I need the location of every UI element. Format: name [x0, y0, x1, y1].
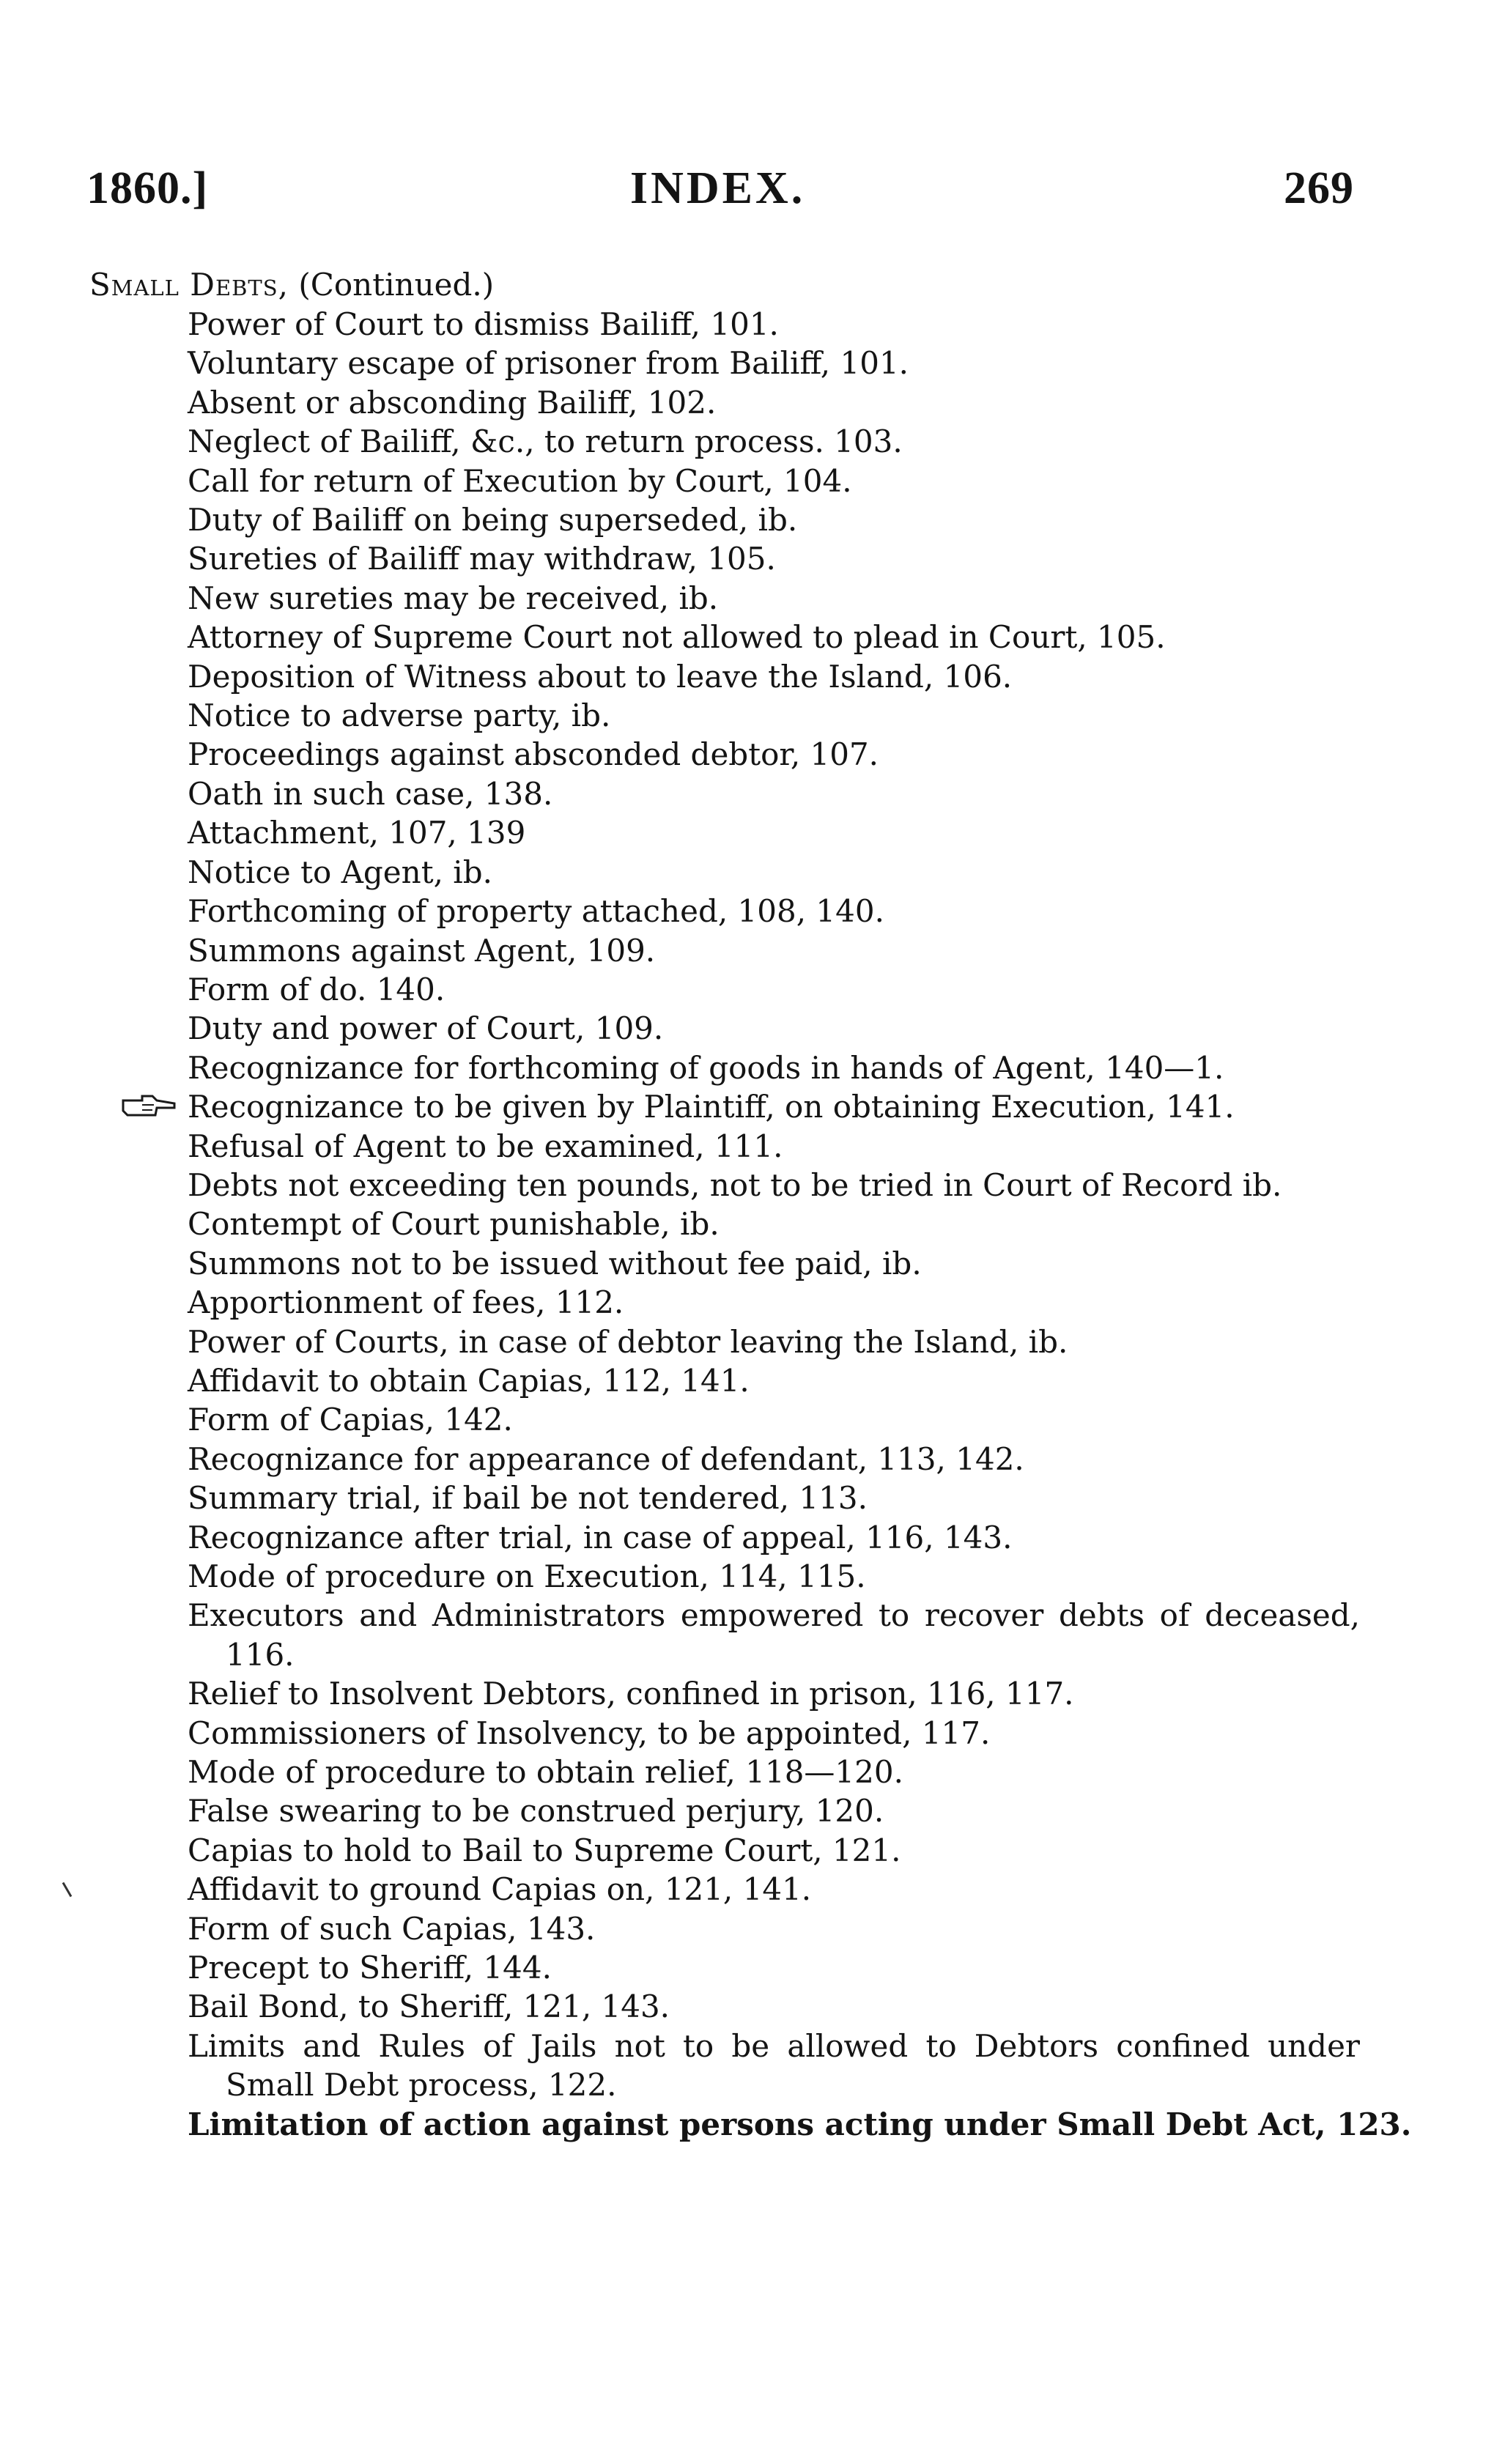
index-entry: Summary trial, if bail be not tendered, 113.: [188, 1480, 868, 1517]
index-entry: Recognizance for forthcoming of goods in hands of Agent, 140—1.: [188, 1049, 1224, 1086]
index-entry: Recognizance for appearance of defendant, 113, 142.: [188, 1440, 1024, 1477]
index-entry: Duty and power of Court, 109.: [188, 1010, 664, 1047]
index-entry: Summons not to be issued without fee paid, ib.: [188, 1245, 922, 1281]
index-entry: Voluntary escape of prisoner from Bailiff, 101.: [188, 345, 909, 382]
index-entry: Power of Courts, in case of debtor leaving the Island, ib.: [188, 1323, 1068, 1360]
index-entry: Relief to Insolvent Debtors, confined in prison, 116, 117.: [188, 1676, 1074, 1712]
index-entry: Call for return of Execution by Court, 104.: [188, 462, 852, 499]
index-entry: Forthcoming of property attached, 108, 140.: [188, 893, 884, 930]
index-entry: Attorney of Supreme Court not allowed to plead in Court, 105.: [188, 619, 1166, 656]
index-entry: Refusal of Agent to be examined, 111.: [188, 1128, 783, 1164]
index-entry: New sureties may be received, ib.: [188, 580, 719, 616]
index-entry: Oath in such case, 138.: [188, 775, 553, 812]
index-entry: Duty of Bailiff on being superseded, ib.: [188, 502, 798, 539]
index-entry: Neglect of Bailiff, &c., to return process. 103.: [188, 423, 903, 460]
running-header: [0, 163, 1505, 221]
index-entry: Summons against Agent, 109.: [188, 932, 656, 969]
index-entry: Notice to adverse party, ib.: [188, 698, 611, 734]
header-title: INDEX.: [630, 163, 806, 213]
index-entry: Absent or absconding Bailiff, 102.: [188, 384, 717, 421]
index-entry: Notice to Agent, ib.: [188, 854, 492, 890]
index-entry: Form of Capias, 142.: [188, 1402, 513, 1438]
index-entry: Attachment, 107, 139: [188, 815, 526, 851]
index-entry: False swearing to be construed perjury, 120.: [188, 1793, 884, 1829]
index-entry: Form of do. 140.: [188, 971, 445, 1007]
index-entry: Executors and Administrators empowered to recover debts of deceased, 116.: [188, 1597, 1360, 1673]
pointing-hand-icon: [120, 1093, 179, 1120]
section-title: Small Debts,: [89, 267, 289, 303]
index-entry: Limitation of action against persons acting under Small Debt Act, 123.: [188, 2106, 1412, 2142]
index-entry: Affidavit to obtain Capias, 112, 141.: [188, 1362, 750, 1399]
index-entry: Mode of procedure on Execution, 114, 115.: [188, 1558, 866, 1594]
index-entry: Recognizance after trial, in case of appeal, 116, 143.: [188, 1519, 1013, 1555]
index-entry: Power of Court to dismiss Bailiff, 101.: [188, 306, 779, 342]
index-entry: Commissioners of Insolvency, to be appointed, 117.: [188, 1714, 991, 1751]
index-entry: Affidavit to ground Capias on, 121, 141.: [188, 1871, 812, 1908]
index-entry: Debts not exceeding ten pounds, not to be tried in Court of Record ib.: [188, 1166, 1282, 1203]
page-number: 269: [1284, 163, 1354, 213]
index-entry-text: Recognizance to be given by Plaintiff, on obtaining Execution, 141.: [188, 1089, 1235, 1125]
section-heading: [89, 265, 494, 305]
index-entry: Proceedings against absconded debtor, 107.: [188, 736, 879, 773]
index-entry: Bail Bond, to Sheriff, 121, 143.: [188, 1988, 670, 2025]
index-entry: Form of such Capias, 143.: [188, 1910, 596, 1947]
index-entry: Sureties of Bailiff may withdraw, 105.: [188, 541, 776, 577]
margin-mark: [62, 1882, 73, 1898]
index-entry: Precept to Sheriff, 144.: [188, 1950, 552, 1986]
index-entry-flagged: [188, 1087, 1360, 1126]
section-continued: (Continued.): [298, 267, 495, 303]
index-entry: Limits and Rules of Jails not to be allowed to Debtors confined under Small Debt process, 122.: [188, 2027, 1360, 2104]
index-entry: Contempt of Court punishable, ib.: [188, 1206, 720, 1243]
index-entry: Apportionment of fees, 112.: [188, 1284, 624, 1321]
index-entries: [188, 305, 1412, 2144]
index-entry: Mode of procedure to obtain relief, 118—120.: [188, 1754, 903, 1791]
header-year: 1860.]: [86, 163, 209, 213]
index-entry: Deposition of Witness about to leave the Island, 106.: [188, 658, 1013, 695]
index-entry: Capias to hold to Bail to Supreme Court, 121.: [188, 1832, 901, 1868]
